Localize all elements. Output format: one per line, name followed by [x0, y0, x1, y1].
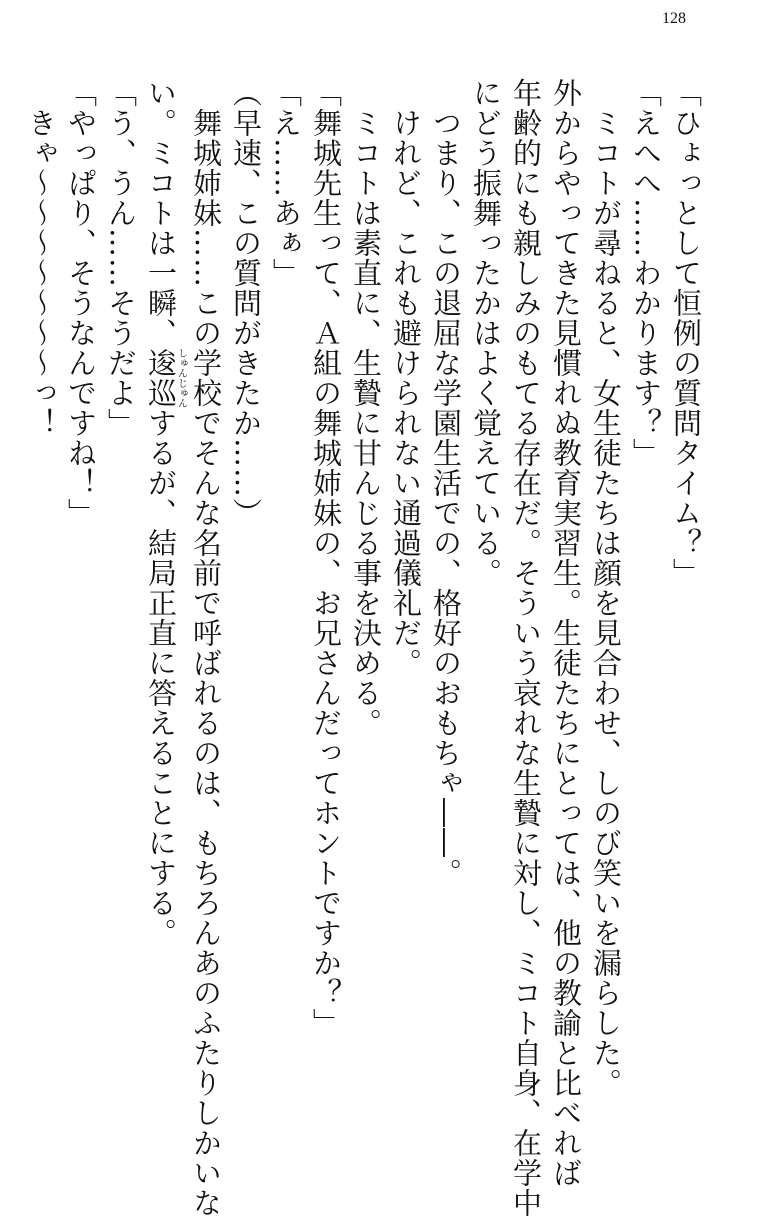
text-line: ミコトが尋ねると、女生徒たちは顔を見合わせ、しのび笑いを漏らした。: [589, 78, 623, 1098]
text-line: きゃ～～～～～～～っ！: [24, 78, 58, 438]
text-line: つまり、この退屈な学園生活での、格好のおもちゃ――。: [429, 78, 463, 888]
text-line: けれど、これも避けられない通過儀礼だ。: [389, 78, 423, 678]
text-line: 「ひょっとして恒例の質問タイム？」: [669, 78, 703, 588]
ruby-annotation: [144, 348, 187, 408]
text-line: 「う、うん……そうだよ」: [104, 78, 138, 438]
text-line: 年齢的にも親しみのもてる存在だ。そういう哀れな生贄に対し、ミコト自身、在学中: [509, 78, 543, 1218]
vertical-text-body: [21, 78, 706, 1218]
text-line-with-ruby: [141, 78, 186, 1178]
text-line: ミコトは素直に、生贄に甘んじる事を決める。: [349, 78, 383, 738]
text-line: （早速、この質問がきたか……）: [229, 78, 263, 528]
ruby-reading: しゅんじゅん: [175, 348, 187, 408]
page-number: 128: [662, 10, 686, 27]
text-line: 「え……あぁ」: [269, 78, 303, 288]
text-line: 「やっぱり、そうなんですね！」: [64, 78, 98, 528]
text-line: にどう振舞ったかはよく覚えている。: [469, 78, 503, 588]
ruby-line-after: するが、結局正直に答えることにする。: [144, 408, 178, 948]
text-line: 「舞城先生って、Ａ組の舞城姉妹の、お兄さんだってホントですか？」: [309, 78, 343, 1038]
ruby-line-before: い。ミコトは一瞬、: [144, 78, 178, 348]
text-line: 外からやってきた見慣れぬ教育実習生。生徒たちにとっては、他の教諭と比べれば: [549, 78, 583, 1188]
text-line: 舞城姉妹……この学校でそんな名前で呼ばれるのは、もちろんあのふたりしかいな: [189, 78, 223, 1218]
text-line: 「えへへ……わかります？」: [629, 78, 663, 468]
ruby-base: 逡巡: [144, 348, 178, 408]
